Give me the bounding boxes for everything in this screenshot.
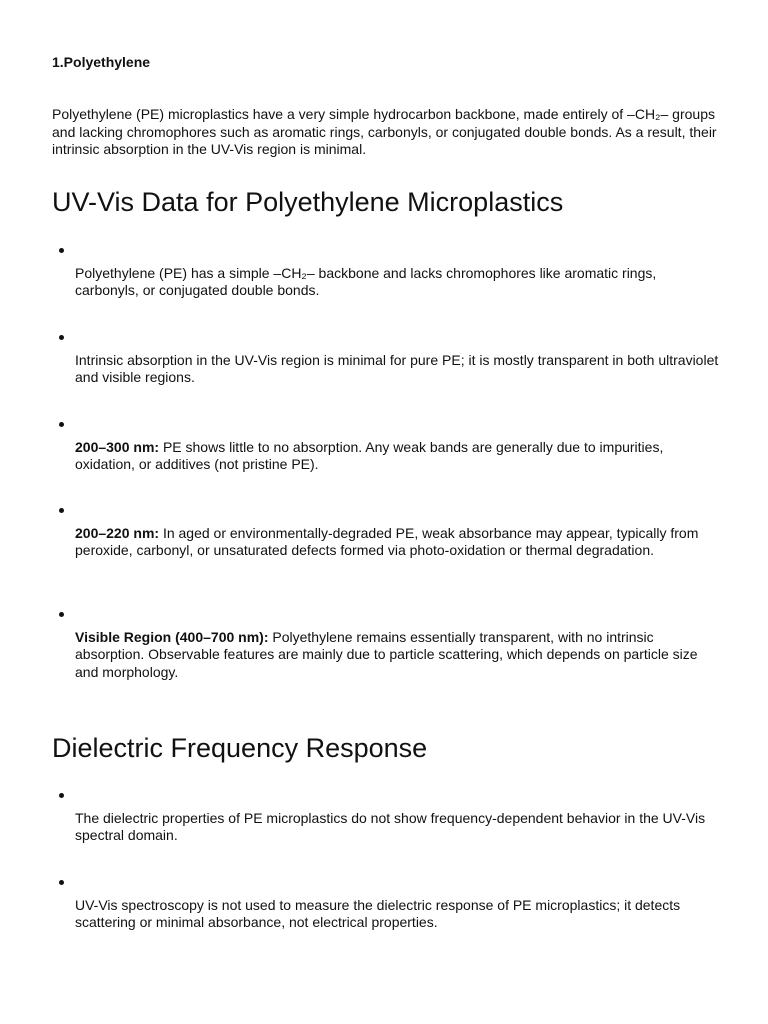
section-label: 1.Polyethylene — [52, 54, 151, 70]
list-item-text — [75, 525, 720, 560]
dielectric-heading: Dielectric Frequency Response — [52, 733, 428, 763]
list-item-lead: 200–300 nm: — [75, 439, 160, 455]
list-item-text — [75, 352, 720, 387]
bullet-icon — [59, 335, 64, 340]
bullet-icon — [59, 508, 64, 513]
list-item-body: In aged or environmentally-degraded PE, weak absorbance may appear, typically from peroxide, carbonyl, or unsaturated defects formed via photo-oxidation or thermal degradation. — [75, 525, 699, 559]
bullet-icon — [59, 422, 64, 427]
list-item-text — [75, 897, 720, 932]
intro-paragraph: Polyethylene (PE) microplastics have a very simple hydrocarbon backbone, made entirely of –CH₂– groups and lacking chromophores such as aromatic rings, carbonyls, or conjugated double bonds. As a result, their intrinsic absorption in the UV-Vis region is minimal. — [52, 106, 717, 157]
bullet-icon — [59, 612, 64, 617]
bullet-icon — [59, 880, 64, 885]
list-item-lead: 200–220 nm: — [75, 525, 160, 541]
list-item-text — [75, 439, 720, 474]
list-item-text — [75, 810, 720, 845]
bullet-icon — [59, 248, 64, 253]
uvvis-heading: UV-Vis Data for Polyethylene Microplastics — [52, 187, 564, 217]
list-item-text — [75, 629, 720, 681]
bullet-icon — [59, 793, 64, 798]
list-item-lead: Visible Region (400–700 nm): — [75, 629, 269, 645]
list-item-text — [75, 265, 720, 300]
list-item-body: Polyethylene (PE) has a simple –CH₂– backbone and lacks chromophores like aromatic rings, carbonyls, or conjugated double bonds. — [75, 265, 657, 299]
list-item-body: The dielectric properties of PE microplastics do not show frequency-dependent behavior in the UV-Vis spectral domain. — [75, 810, 706, 844]
list-item-body: Polyethylene remains essentially transparent, with no intrinsic absorption. Observable features are mainly due to particle scattering, which depends on particle size and morphology. — [75, 629, 698, 680]
list-item-body: Intrinsic absorption in the UV-Vis region is minimal for pure PE; it is mostly transparent in both ultraviolet and visible regions. — [75, 352, 719, 386]
list-item-body: UV-Vis spectroscopy is not used to measure the dielectric response of PE microplastics; it detects scattering or minimal absorbance, not electrical properties. — [75, 897, 681, 931]
list-item-body: PE shows little to no absorption. Any weak bands are generally due to impurities, oxidation, or additives (not pristine PE). — [75, 439, 664, 473]
